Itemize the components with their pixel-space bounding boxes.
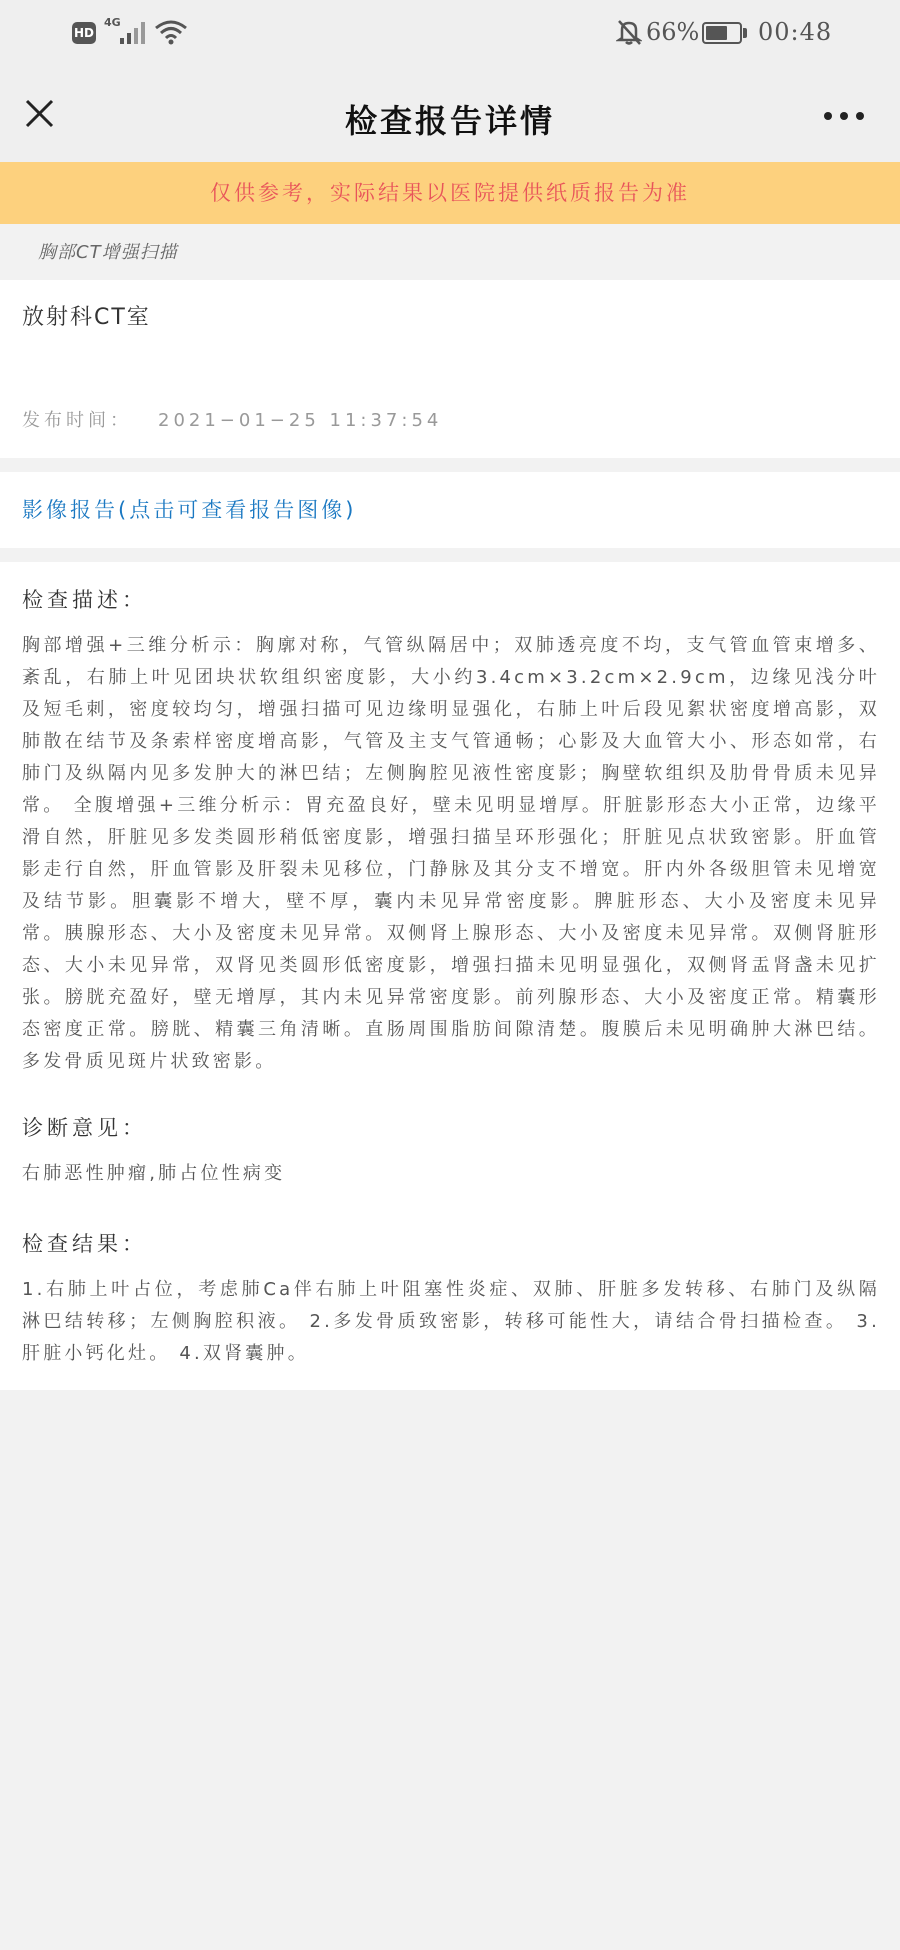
- department-name: 放射科CT室: [22, 305, 151, 330]
- publish-time-value: 2021−01−25 11:37:54: [158, 410, 443, 431]
- publish-time-label: 发布时间：: [22, 410, 132, 431]
- result-text: 1.右肺上叶占位，考虑肺Ca伴右肺上叶阻塞性炎症、双肺、肝脏多发转移、右肺门及纵隔淋巴结转移；左侧胸腔积液。 2.多发骨质致密影，转移可能性大，请结合骨扫描检查。 3.肝脏小钙化灶。 4.双肾囊肿。: [22, 1279, 880, 1364]
- diagnosis-title: 诊断意见：: [22, 1116, 147, 1140]
- wifi-icon: [154, 18, 188, 46]
- network-type-label: 4G: [104, 16, 121, 29]
- report-detail-card: [0, 562, 900, 1390]
- department-card: [0, 280, 900, 458]
- signal-icon: [118, 20, 148, 46]
- result-title: 检查结果：: [22, 1232, 147, 1256]
- page-title: 检查报告详情: [344, 102, 555, 140]
- battery-tip: [743, 28, 747, 38]
- image-report-card[interactable]: [0, 472, 900, 548]
- diagnosis-text: 右肺恶性肿瘤,肺占位性病变: [22, 1163, 286, 1184]
- battery-percent: 66%: [646, 18, 700, 46]
- bell-muted-icon: [616, 18, 642, 46]
- exam-name: 胸部CT增强扫描: [38, 242, 178, 263]
- status-bar: [0, 0, 900, 70]
- disclaimer-banner: 仅供参考，实际结果以医院提供纸质报告为准: [0, 162, 900, 224]
- image-report-link[interactable]: 影像报告(点击可查看报告图像): [22, 498, 357, 522]
- battery-fill: [706, 26, 727, 40]
- description-text: 胸部增强+三维分析示：胸廓对称，气管纵隔居中；双肺透亮度不均，支气管血管束增多、紊乱，右肺上叶见团块状软组织密度影，大小约3.4cm×3.2cm×2.9cm，边缘见浅分叶及短毛刺，密度较均匀，增强扫描可见边缘明显强化，右肺上叶后段见絮状密度增高影，双肺散在结节及条索样密度增高影，气管及主支气管通畅；心影及大血管大小、形态如常，右肺门及纵隔内见多发肿大的淋巴结；左侧胸腔见液性密度影；胸壁软组织及肋骨骨质未见异常。 全腹增强+三维分析示：胃充盈良好，壁未见明显增厚。肝脏影形态大小正常，边缘平滑自然，肝脏见多发类圆形稍低密度影，增强扫描呈环形强化；肝脏见点状致密影。肝血管影走行自然，肝血管影及肝裂未见移位，门静脉及其分支不增宽。肝内外各级胆管未见增宽及结节影。胆囊影不增大，壁不厚，囊内未见异常密度影。脾脏形态、大小及密度未见异常。胰腺形态、大小及密度未见异常。双侧肾上腺形态、大小及密度未见异常。双侧肾脏形态、大小未见异常，双肾见类圆形低密度影，增强扫描未见明显强化，双侧肾盂肾盏未见扩张。膀胱充盈好，壁无增厚，其内未见异常密度影。前列腺形态、大小及密度正常。精囊形态密度正常。膀胱、精囊三角清晰。直肠周围脂肪间隙清楚。腹膜后未见明确肿大淋巴结。多发骨质见斑片状致密影。: [22, 635, 880, 1072]
- more-options-icon[interactable]: [822, 106, 866, 126]
- battery-icon: [702, 22, 742, 44]
- publish-time-row: [22, 406, 442, 432]
- description-title: 检查描述：: [22, 588, 147, 612]
- hd-icon: HD: [72, 22, 96, 44]
- app-header: [0, 70, 900, 162]
- clock: 00:48: [758, 18, 833, 46]
